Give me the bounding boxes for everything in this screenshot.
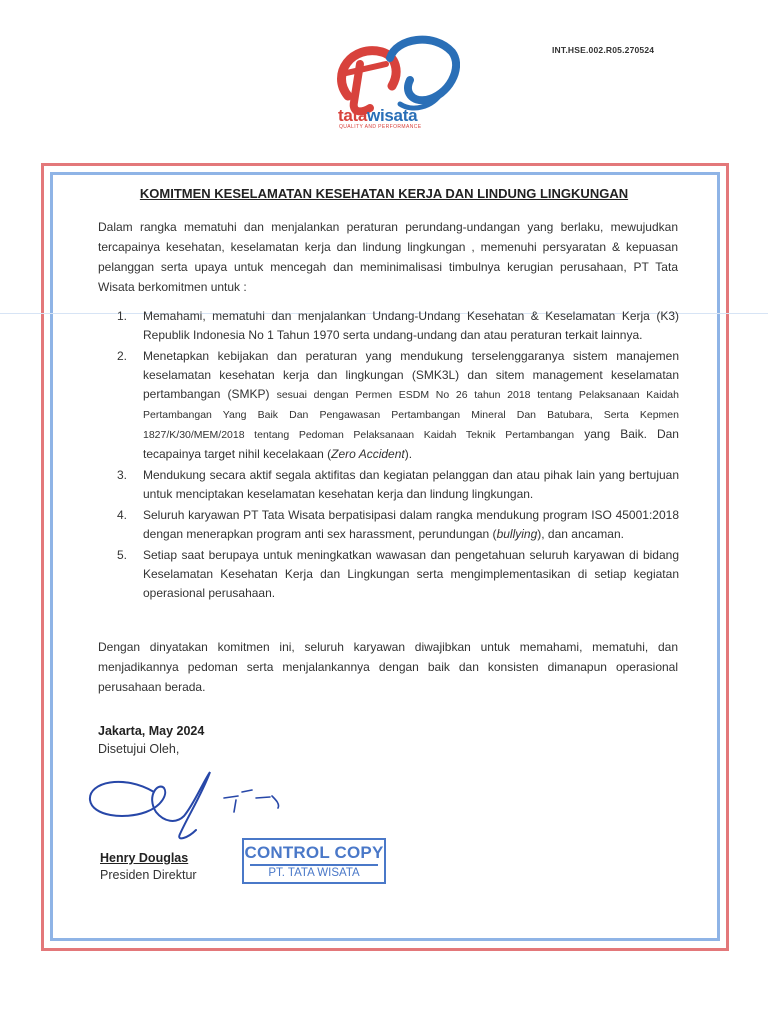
list-item-text: yang Baik. Dan tecapainya target nihil kecelakaan ( (143, 427, 679, 461)
list-item-number: 2. (117, 349, 128, 363)
logo-word-tata: tata (338, 106, 368, 125)
logo-word-wisata: wisata (367, 106, 418, 125)
list-item (117, 347, 679, 464)
place-date: Jakarta, May 2024 (98, 724, 205, 738)
list-item-emphasis: bullying (496, 527, 538, 541)
list-item-text-regulation: sesuai dengan Permen ESDM No 26 tahun 2018 tentang Pelaksanaan Kaidah Pertambangan Yang Baik Dan Pengawasan Pertambangan Mineral Dan Batubara, Serta Kepmen 1827/K/30/MEM/2018 tentang Pedoman Pelaksanaan Kaidah Teknik Pertambangan (143, 389, 679, 441)
logo-wordmark (338, 106, 417, 126)
list-item-text: Memahami, mematuhi dan menjalankan Undang-Undang Kesehatan & Keselamatan Kerja (K3) Republik Indonesia No 1 Tahun 1970 serta undang-undang dan atau peraturan terkait lainnya. (143, 309, 679, 342)
list-item-number: 4. (117, 508, 128, 522)
list-item (117, 307, 679, 345)
list-item-emphasis: Zero Accident (331, 447, 405, 461)
logo-tagline: QUALITY AND PERFORMANCE (339, 124, 422, 130)
list-item-text: ), dan ancaman. (537, 527, 624, 541)
document-code: INT.HSE.002.R05.270524 (552, 45, 655, 55)
commitment-list (117, 307, 679, 605)
list-item-text: Seluruh karyawan PT Tata Wisata berpatisipasi dalam rangka mendukung program ISO 45001:2018 dengan menerapkan program anti sex harassment, perundungan ( (143, 508, 679, 541)
list-item-text: Mendukung secara aktif segala aktifitas dan kegiatan pelanggan dan atau pihak lain yang bertujuan untuk menciptakan keselamatan kesehatan kerja dan lindung lingkungan. (143, 468, 679, 501)
signer-name: Henry Douglas (100, 851, 189, 865)
list-item-number: 5. (117, 548, 128, 562)
list-item-text: Menetapkan kebijakan dan peraturan yang mendukung terselenggaranya sistem manajemen keselamatan kesehatan kerja dan lingkungan (SMK3L) dan sitem management keselamatan pertambangan (SMKP) (143, 349, 679, 401)
list-item-number: 1. (117, 309, 128, 323)
list-item (117, 546, 679, 603)
stamp-main-text: CONTROL COPY (244, 843, 384, 862)
closing-paragraph: Dengan dinyatakan komitmen ini, seluruh karyawan diwajibkan untuk memahami, mematuhi, dan menjadikannya pedoman serta menjalankannya dengan baik dan konsisten dimanapun operasional perusahaan berada. (98, 640, 678, 694)
stamp-company-text: PT. TATA WISATA (250, 864, 378, 880)
list-item-text: ). (404, 447, 413, 461)
list-item (117, 506, 679, 544)
list-item-number: 3. (117, 468, 128, 482)
signer-position: Presiden Direktur (100, 868, 197, 882)
list-item (117, 466, 679, 504)
intro-paragraph: Dalam rangka mematuhi dan menjalankan peraturan perundang-undangan yang berlaku, mewujudkan tercapainya kesehatan, keselamatan kerja dan lindung lingkungan , memenuhi persyaratan & kepuasan pelanggan serta upaya untuk mencegah dan meminimalisasi timbulnya kerugian perusahaan, PT Tata Wisata berkomitmen untuk : (98, 220, 678, 294)
control-copy-stamp (242, 838, 386, 884)
list-item-text: Setiap saat berupaya untuk meningkatkan wawasan dan pengetahuan seluruh karyawan di bidang Keselamatan Kesehatan Kerja dan Lingkungan serta mengimplementasikan di setiap kegiatan operasional perusahaan. (143, 548, 679, 600)
document-title: KOMITMEN KESELAMATAN KESEHATAN KERJA DAN LINDUNG LINGKUNGAN (139, 186, 629, 201)
approved-by-label: Disetujui Oleh, (98, 742, 180, 756)
